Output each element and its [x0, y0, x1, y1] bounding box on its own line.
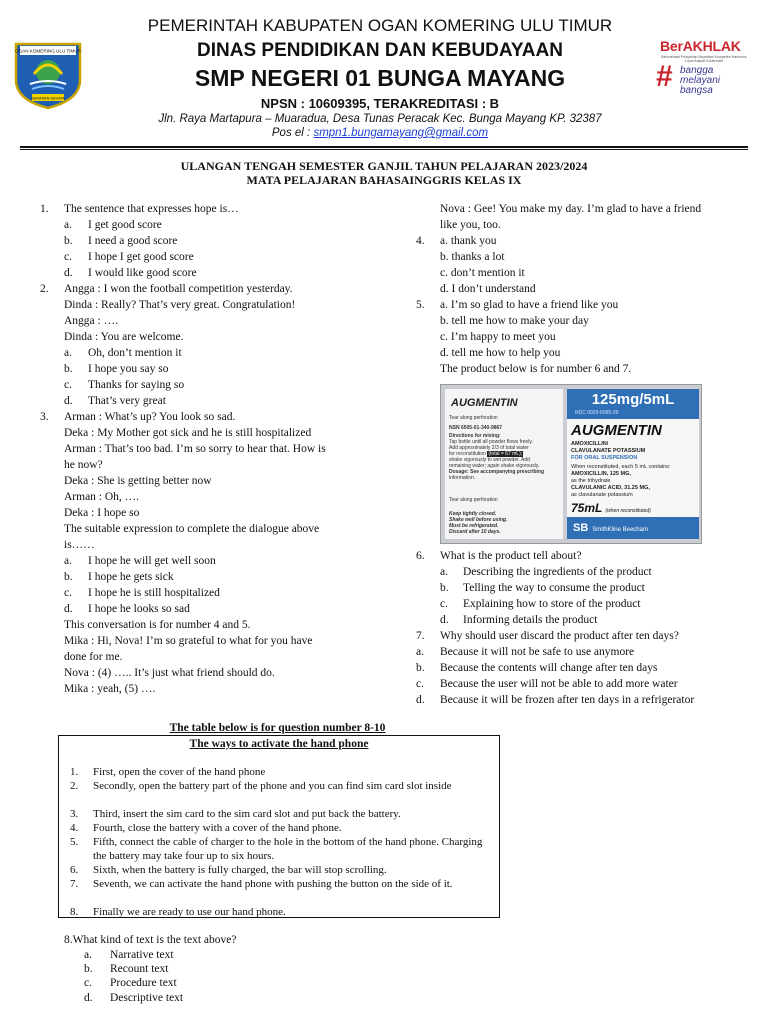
- question-text: The product below is for number 6 and 7.: [440, 363, 632, 375]
- answer-option: Descriptive text: [110, 991, 184, 1004]
- step-number: 4.: [70, 822, 79, 834]
- product-volume-note: (when reconstituted): [605, 508, 651, 514]
- question-text: is……: [64, 539, 95, 551]
- product-keep-3: Must be refrigerated.: [449, 523, 499, 529]
- step-number: 8.: [70, 906, 79, 918]
- question-number: d.: [64, 267, 73, 279]
- product-comp-2: AMOXICILLIN, 125 MG,: [571, 471, 631, 477]
- email-line: [110, 126, 650, 140]
- department-line: DINAS PENDIDIKAN DAN KEBUDAYAAN: [197, 40, 563, 61]
- product-nsn: NSN 6505-01-340-9867: [449, 425, 503, 431]
- answer-option: Informing details the product: [463, 614, 598, 626]
- answer-option: Procedure text: [110, 977, 177, 990]
- question-text: Dinda : You are welcome.: [64, 331, 184, 343]
- question-number: b.: [64, 363, 73, 375]
- question-number: a.: [440, 566, 448, 578]
- answer-option: I hope he looks so sad: [88, 603, 190, 615]
- maker-logo-icon: SB: [573, 522, 589, 534]
- answer-option: Narrative text: [110, 949, 174, 961]
- product-keep-2: Shake well before using.: [449, 517, 508, 523]
- product-directions-4: shake vigorously to wet powder. Add: [449, 457, 530, 463]
- product-sub-2: CLAVULANATE POTASSIUM: [571, 448, 646, 454]
- question-text: Arman : That’s too bad. I’m so sorry to hear that. How is: [64, 443, 326, 455]
- product-tear-note-2: Tear along perforation: [449, 497, 498, 503]
- emblem-top-text: OGAN KOMERING ULU TIMUR: [14, 48, 82, 54]
- answer-option-number: c.: [84, 977, 92, 990]
- government-line: PEMERINTAH KABUPATEN OGAN KOMERING ULU TIMUR: [147, 16, 613, 35]
- product-directions-5: remaining water; again shake vigorously.: [449, 463, 540, 469]
- emblem-bottom-text: SERASAN SEKATA: [31, 96, 65, 101]
- answer-option: Recount text: [110, 963, 169, 976]
- hashtag-icon: #: [656, 60, 673, 93]
- question-text: b. tell me how to make your day: [440, 315, 589, 327]
- product-dosage: Dosage: See accompanying prescribing: [449, 469, 545, 475]
- answer-option: Describing the ingredients of the product: [463, 566, 652, 578]
- question-number: 3.: [40, 411, 49, 423]
- product-brand-right: AUGMENTIN: [571, 422, 662, 439]
- product-directions-2: Add approximately 2/3 of total water: [449, 445, 529, 451]
- answer-option: Telling the way to consume the product: [463, 582, 645, 594]
- product-sub-1: AMOXICILLIN/: [571, 441, 609, 447]
- address-line: Jln. Raya Martapura – Muaradua, Desa Tunas Peracak Kec. Bunga Mayang KP. 32387: [158, 113, 602, 125]
- question-number: d.: [416, 694, 425, 706]
- step-number: 1.: [70, 766, 79, 778]
- answer-option: I hope he is still hospitalized: [88, 587, 220, 599]
- step-text: Seventh, we can activate the hand phone with pushing the button on the side of it.: [93, 878, 453, 890]
- step-text: Third, insert the sim card to the sim card slot and put back the battery.: [93, 808, 401, 820]
- answer-option: I hope you say so: [88, 363, 169, 375]
- question-number: 4.: [416, 235, 425, 247]
- answer-option-number: a.: [84, 949, 92, 961]
- product-volume-value: 75mL: [571, 501, 603, 515]
- question-text: The suitable expression to complete the dialogue above: [64, 523, 320, 535]
- letterhead: [0, 0, 768, 150]
- step-text: First, open the cover of the hand phone: [93, 766, 266, 778]
- question-text: Why should user discard the product after ten days?: [440, 630, 679, 642]
- slogan-line-2: melayani: [680, 75, 721, 86]
- question-number: a.: [416, 646, 424, 658]
- question-text: Dinda : Really? That’s very great. Congratulation!: [64, 299, 296, 311]
- question-text: Mika : yeah, (5) ….: [64, 683, 156, 695]
- product-comp-1: When reconstituted, each 5 mL contains:: [571, 464, 671, 470]
- question-number: a.: [64, 347, 72, 359]
- product-keep-4: Discard after 10 days.: [449, 529, 501, 535]
- question-text: Arman : What’s up? You look so sad.: [64, 411, 236, 423]
- product-maker: SmithKline Beecham: [592, 527, 648, 533]
- question-number: 7.: [416, 630, 425, 642]
- berakhlak-word: BerAKHLAK: [660, 38, 741, 54]
- product-volume: [571, 501, 651, 518]
- regency-emblem-icon: [12, 40, 84, 110]
- answer-option-number: b.: [84, 963, 93, 976]
- question-number: c.: [64, 251, 72, 263]
- question-text: Because the contents will change after ten days: [440, 662, 658, 674]
- table-title: The ways to activate the hand phone: [189, 738, 369, 750]
- question-number: 6.: [416, 550, 425, 562]
- question-number: b.: [64, 235, 73, 247]
- answer-option-number: d.: [84, 991, 93, 1004]
- question-number: d.: [64, 395, 73, 407]
- question-number: 2.: [40, 283, 49, 295]
- berakhlak-values: Berorientasi Pelayanan Akuntabel Kompeten Harmonis Loyal Adaptif Kolaboratif: [661, 55, 747, 63]
- answer-option: I hope I get good score: [88, 251, 194, 263]
- product-directions-1: Tap bottle until all powder flows freely.: [449, 439, 533, 445]
- question-text: Angga : ….: [64, 315, 118, 327]
- product-dosage-2: information.: [449, 475, 476, 481]
- answer-option: That’s very great: [88, 395, 166, 407]
- product-brand-left: AUGMENTIN: [451, 397, 518, 409]
- product-maker-bar: [567, 517, 699, 539]
- step-text: Fourth, close the battery with a cover of the hand phone.: [93, 822, 342, 834]
- product-directions-title: Directions for mixing:: [449, 433, 501, 439]
- question-text: Deka : My Mother got sick and he is still hospitalized: [64, 427, 312, 439]
- question-text: Nova : Gee! You make my day. I’m glad to have a friend: [440, 203, 702, 215]
- exam-subject: MATA PELAJARAN BAHASAINGGRIS KELAS IX: [246, 173, 522, 187]
- npsn-line: NPSN : 10609395, TERAKREDITASI : B: [260, 96, 500, 111]
- berakhlak-logo: [654, 38, 754, 98]
- answer-option: I hope he gets sick: [88, 571, 174, 583]
- question-text: he now?: [64, 459, 103, 471]
- answer-option: I need a good score: [88, 235, 178, 247]
- question-text: a. I’m so glad to have a friend like you: [440, 299, 619, 311]
- product-sub-3: FOR ORAL SUSPENSION: [571, 455, 638, 461]
- step-number: 6.: [70, 864, 79, 876]
- product-ndc: NDC 0029-6085-39: [575, 410, 619, 416]
- answer-option: I would like good score: [88, 267, 197, 279]
- question-text: d. I don’t understand: [440, 283, 536, 295]
- step-text: Secondly, open the battery part of the phone and you can find sim card slot inside: [93, 780, 452, 792]
- question-text: b. thanks a lot: [440, 251, 505, 263]
- question-text: done for me.: [64, 651, 123, 663]
- product-comp-4: CLAVULANIC ACID, 31.25 MG,: [571, 485, 650, 491]
- product-tear-note: Tear along perforation: [449, 415, 498, 421]
- question-text: c. I’m happy to meet you: [440, 331, 556, 343]
- product-comp-3: as the trihydrate: [571, 478, 611, 484]
- question-text: Angga : I won the football competition yesterday.: [64, 283, 293, 295]
- step-number: 5.: [70, 836, 79, 848]
- product-left-panel: [445, 389, 563, 539]
- question-text: Nova : (4) ….. It’s just what friend should do.: [64, 667, 275, 679]
- table-caption: The table below is for question number 8-10: [169, 722, 386, 734]
- question-text: like you, too.: [440, 219, 501, 231]
- question-number: c.: [416, 678, 424, 690]
- question-text: Mika : Hi, Nova! I’m so grateful to what for you have: [64, 635, 313, 647]
- answer-option: I get good score: [88, 219, 162, 231]
- question-text: Because the user will not be able to add more water: [440, 678, 678, 690]
- email-label: Pos el :: [271, 127, 314, 139]
- header-rule-thin: [20, 149, 748, 150]
- product-right-panel: [567, 389, 699, 539]
- step-text: Finally we are ready to use our hand phone.: [93, 906, 286, 918]
- product-dose: 125mg/5mL: [567, 389, 699, 419]
- slogan-line-3: bangsa: [680, 85, 713, 96]
- question-text: What is the product tell about?: [440, 550, 582, 562]
- step-number: 7.: [70, 878, 79, 890]
- question-number: 5.: [416, 299, 425, 311]
- slogan-line-1: bangga: [680, 65, 714, 76]
- berakhlak-slogan: [680, 66, 720, 96]
- question-number: a.: [64, 219, 72, 231]
- step-text: Fifth, connect the cable of charger to the hole in the bottom of the hand phone. Charging the battery may take four up to six hours.: [93, 836, 483, 862]
- answer-option: Thanks for saying so: [88, 379, 185, 391]
- product-directions-highlight: (total = 67 mL);: [488, 451, 523, 457]
- question-number: b.: [440, 582, 449, 594]
- question-text: d. tell me how to help you: [440, 347, 561, 359]
- question-number: d.: [440, 614, 449, 626]
- product-label-image: [440, 384, 702, 544]
- question-number: c.: [64, 379, 72, 391]
- question-text: Deka : I hope so: [64, 507, 140, 519]
- question-text: Arman : Oh, ….: [64, 491, 140, 503]
- header-rule: [20, 146, 748, 148]
- product-directions-3-text: for reconstitution: [449, 451, 486, 457]
- email-link[interactable]: smpn1.bungamayang@gmail.com: [313, 127, 489, 139]
- question-text: a. thank you: [440, 235, 497, 247]
- question-number: c.: [440, 598, 448, 610]
- question-number: b.: [416, 662, 425, 674]
- answer-option: I hope he will get well soon: [88, 555, 216, 567]
- question-number: a.: [64, 555, 72, 567]
- question-text: The sentence that expresses hope is…: [64, 203, 239, 215]
- product-keep-1: Keep tightly closed.: [449, 511, 497, 517]
- question-number: d.: [64, 603, 73, 615]
- school-name: SMP NEGERI 01 BUNGA MAYANG: [194, 65, 566, 91]
- step-text: Sixth, when the battery is fully charged, the bar will stop scrolling.: [93, 864, 387, 876]
- question-text: Because it will be frozen after ten days in a refrigerator: [440, 694, 695, 706]
- answer-option: Oh, don’t mention it: [88, 347, 182, 359]
- question-8: 8.What kind of text is the text above?: [64, 934, 237, 946]
- exam-title: ULANGAN TENGAH SEMESTER GANJIL TAHUN PELAJARAN 2023/2024: [180, 159, 588, 173]
- question-number: b.: [64, 571, 73, 583]
- question-number: 1.: [40, 203, 49, 215]
- step-number: 3.: [70, 808, 79, 820]
- answer-option: Explaining how to store of the product: [463, 598, 641, 610]
- step-number: 2.: [70, 780, 79, 792]
- question-text: Deka : She is getting better now: [64, 475, 212, 487]
- question-text: Because it will not be safe to use anymore: [440, 646, 635, 658]
- product-comp-5: as clavulanate potassium: [571, 492, 633, 498]
- question-number: c.: [64, 587, 72, 599]
- question-text: This conversation is for number 4 and 5.: [64, 619, 251, 631]
- question-text: c. don’t mention it: [440, 267, 525, 279]
